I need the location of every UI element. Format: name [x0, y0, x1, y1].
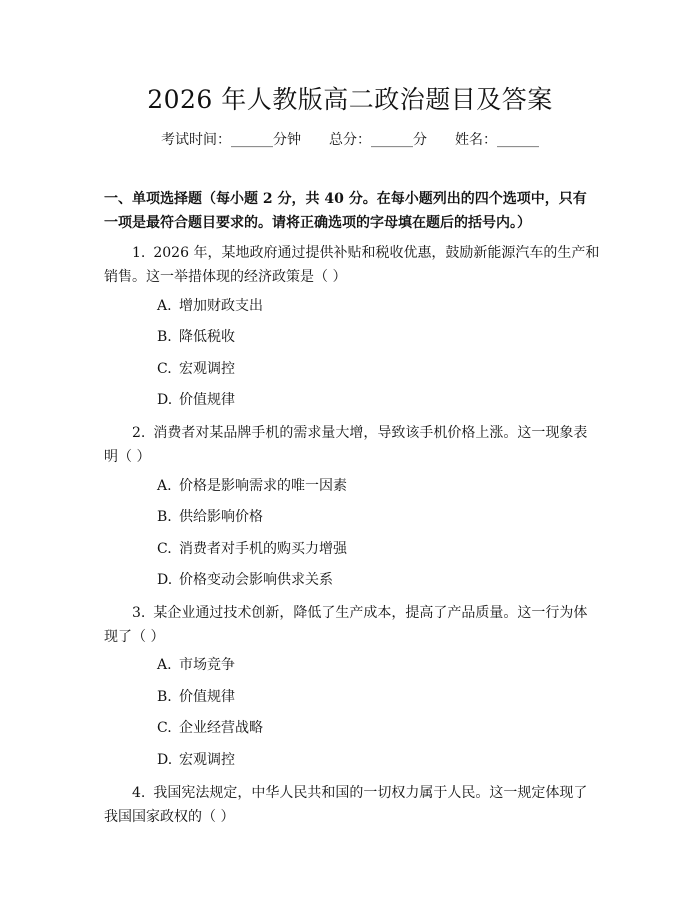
option-2d: D. 价格变动会影响供求关系 — [157, 572, 333, 588]
option-3d: D. 宏观调控 — [157, 752, 235, 768]
option-1d: D. 价值规律 — [157, 392, 235, 408]
option-1c: C. 宏观调控 — [157, 361, 235, 377]
option-2b: B. 供给影响价格 — [157, 509, 263, 525]
section-heading: 一、单项选择题（每小题 2 分，共 40 分。在每小题列出的四个选项中，只有一项是最符合题目要求的。请将正确选项的字母填在题后的括号内。） — [104, 191, 587, 231]
question-4 — [104, 781, 600, 829]
option-2c: C. 消费者对手机的购买力增强 — [157, 541, 347, 557]
question-number: 1. — [132, 245, 146, 261]
page-title: 2026 年人教版高二政治题目及答案 — [147, 85, 553, 114]
option-3c: C. 企业经营战略 — [157, 720, 263, 736]
total-score-field: 总分：______分 — [329, 132, 427, 148]
question-text: 2026 年，某地政府通过提供补贴和税收优惠，鼓励新能源汽车的生产和销售。这一举措体现的经济政策是（ ） — [104, 245, 600, 285]
question-3 — [104, 601, 600, 649]
option-3b: B. 价值规律 — [157, 689, 235, 705]
option-3a: A. 市场竞争 — [157, 657, 235, 673]
student-name-field: 姓名：______ — [455, 132, 539, 148]
option-1b: B. 降低税收 — [157, 329, 235, 345]
option-1a: A. 增加财政支出 — [157, 298, 263, 314]
question-number: 4. — [132, 785, 146, 801]
question-number: 3. — [132, 605, 146, 621]
question-text: 某企业通过技术创新，降低了生产成本，提高了产品质量。这一行为体现了（ ） — [104, 605, 588, 645]
question-text: 消费者对某品牌手机的需求量大增，导致该手机价格上涨。这一现象表明（ ） — [104, 425, 588, 465]
question-number: 2. — [132, 425, 146, 441]
question-1 — [104, 241, 600, 289]
exam-info — [0, 130, 700, 150]
question-2 — [104, 421, 600, 469]
question-text: 我国宪法规定，中华人民共和国的一切权力属于人民。这一规定体现了我国国家政权的（ ） — [104, 785, 588, 825]
exam-time-field: 考试时间：______分钟 — [161, 132, 301, 148]
option-2a: A. 价格是影响需求的唯一因素 — [157, 478, 347, 494]
